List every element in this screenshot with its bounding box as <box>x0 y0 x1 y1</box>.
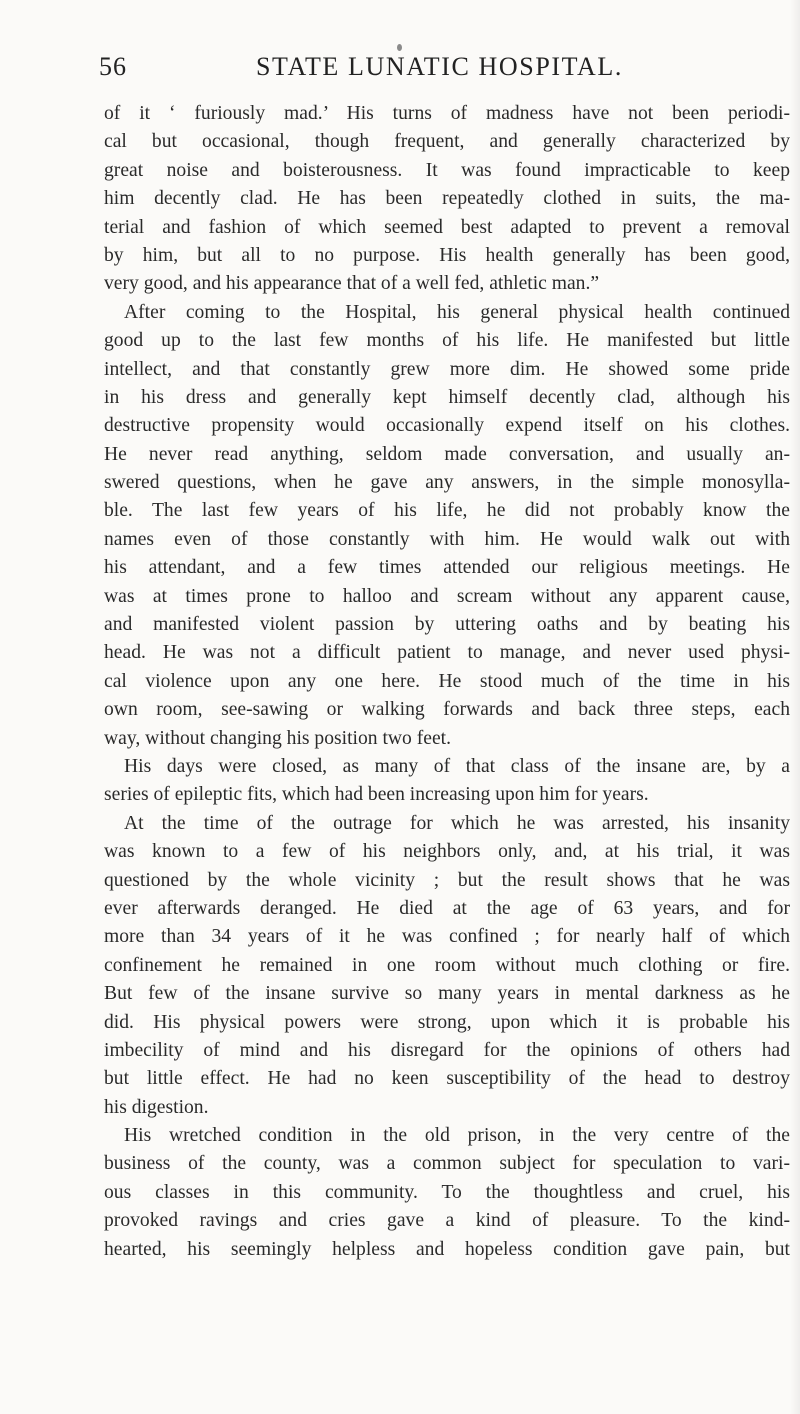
text-line: provoked ravings and cries gave a kind of pleasure. To the kind- <box>104 1210 790 1232</box>
text-line: ous classes in this community. To the thoughtless and cruel, his <box>104 1181 790 1203</box>
text-line: his attendant, and a few times attended our religious meetings. He <box>104 557 790 579</box>
text-line: His days were closed, as many of that class of the insane are, by a <box>124 755 790 777</box>
text-line: destructive propensity would occasionally expend itself on his clothes. <box>104 415 790 437</box>
text-line: was known to a few of his neighbors only, and, at his trial, it was <box>104 841 790 863</box>
text-line: His wretched condition in the old prison, in the very centre of the <box>124 1125 790 1147</box>
text-line: confinement he remained in one room without much clothing or fire. <box>104 954 790 976</box>
text-line: him decently clad. He has been repeatedly clothed in suits, the ma- <box>104 188 790 210</box>
text-line: was at times prone to halloo and scream without any apparent cause, <box>104 585 790 607</box>
running-head <box>0 52 800 92</box>
page-edge-shadow <box>790 0 800 1414</box>
text-line: cal but occasional, though frequent, and generally characterized by <box>104 131 790 153</box>
text-line: own room, see-sawing or walking forwards and back three steps, each <box>104 699 790 721</box>
text-line: his digestion. <box>104 1096 209 1118</box>
text-line: great noise and boisterousness. It was found impracticable to keep <box>104 159 790 181</box>
text-line: more than 34 years of it he was confined ; for nearly half of which <box>104 926 790 948</box>
text-line: terial and fashion of which seemed best adapted to prevent a removal <box>104 216 790 238</box>
text-line: After coming to the Hospital, his general physical health continued <box>124 301 790 323</box>
text-line: way, without changing his position two feet. <box>104 727 452 749</box>
running-title: STATE LUNATIC HOSPITAL. <box>256 52 624 81</box>
text-line: by him, but all to no purpose. His health generally has been good, <box>104 244 790 266</box>
printer-ornament <box>397 44 402 51</box>
text-line: imbecility of mind and his disregard for the opinions of others had <box>104 1039 790 1061</box>
text-line: hearted, his seemingly helpless and hopeless condition gave pain, but <box>104 1238 790 1260</box>
text-line: in his dress and generally kept himself decently clad, although his <box>104 386 790 408</box>
text-line: questioned by the whole vicinity ; but the result shows that he was <box>104 869 790 891</box>
text-line: did. His physical powers were strong, upon which it is probable his <box>104 1011 790 1033</box>
text-line: and manifested violent passion by uttering oaths and by beating his <box>104 614 790 636</box>
text-line: very good, and his appearance that of a well fed, athletic man.” <box>104 273 600 295</box>
text-line: intellect, and that constantly grew more dim. He showed some pride <box>104 358 790 380</box>
text-line: At the time of the outrage for which he was arrested, his insanity <box>124 812 790 834</box>
page-number: 56 <box>99 52 127 81</box>
text-line: swered questions, when he gave any answers, in the simple monosylla- <box>104 472 790 494</box>
text-line: but little effect. He had no keen susceptibility of the head to destroy <box>104 1068 790 1090</box>
text-line: series of epileptic fits, which had been increasing upon him for years. <box>104 784 649 806</box>
text-line: of it ‘ furiously mad.’ His turns of madness have not been periodi- <box>104 103 790 124</box>
text-line: ble. The last few years of his life, he did not probably know the <box>104 500 790 522</box>
text-line: good up to the last few months of his life. He manifested but little <box>104 330 790 352</box>
text-line: head. He was not a difficult patient to manage, and never used physi- <box>104 642 790 664</box>
body-text <box>104 100 790 1264</box>
text-line: He never read anything, seldom made conversation, and usually an- <box>104 443 790 465</box>
text-line: business of the county, was a common subject for speculation to vari- <box>104 1153 790 1175</box>
text-line: ever afterwards deranged. He died at the age of 63 years, and for <box>104 897 790 919</box>
text-line: cal violence upon any one here. He stood much of the time in his <box>104 670 790 692</box>
text-line: names even of those constantly with him. He would walk out with <box>104 528 790 550</box>
text-line: But few of the insane survive so many years in mental darkness as he <box>104 983 790 1005</box>
